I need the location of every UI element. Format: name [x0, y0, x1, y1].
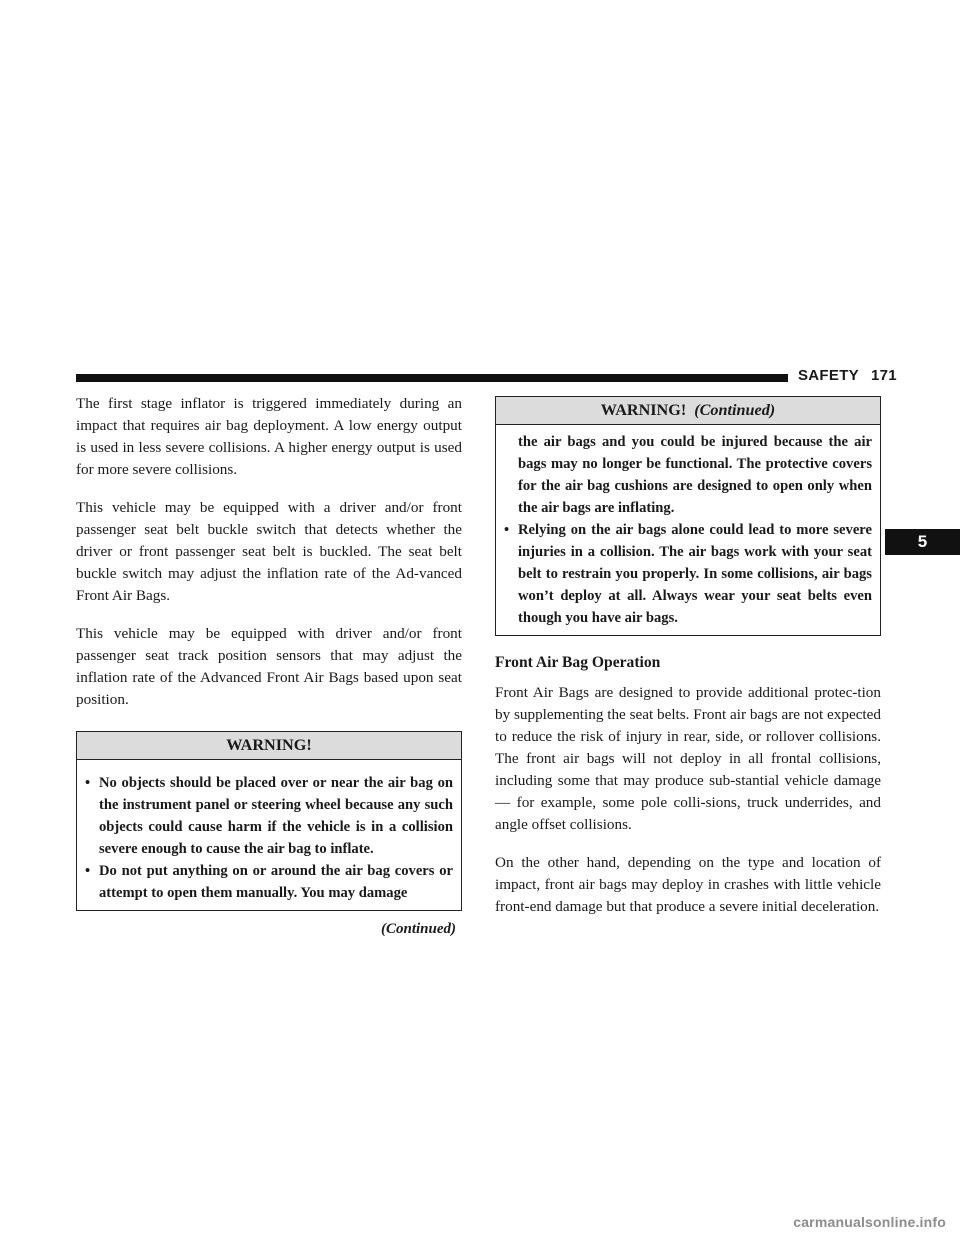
warning-body — [496, 425, 880, 635]
paragraph: On the other hand, depending on the type and location of impact, front air bags may deploy in crashes with little vehicle front-end damage but that produce a severe initial deceleration. — [495, 854, 881, 915]
warning-item — [85, 772, 453, 860]
warning-title — [496, 397, 880, 425]
warning-title-suffix: (Continued) — [694, 401, 776, 419]
left-column — [76, 393, 462, 938]
section-heading: Front Air Bag Operation — [495, 654, 661, 671]
page-header — [798, 367, 897, 384]
warning-item — [85, 860, 453, 904]
warning-item-text: Do not put anything on or around the air bag covers or attempt to open them manually. You may damage — [99, 863, 453, 901]
warning-box-continued — [495, 396, 881, 636]
warning-title: WARNING! — [77, 732, 461, 760]
bullet-icon: • — [85, 775, 91, 791]
warning-title-text: WARNING! — [600, 401, 687, 419]
watermark: carmanualsonline.info — [793, 1214, 946, 1230]
right-column — [495, 396, 881, 934]
chapter-tab: 5 — [885, 529, 960, 555]
warning-item — [504, 519, 872, 629]
header-rule — [76, 374, 788, 382]
warning-box — [76, 731, 462, 911]
page-number: 171 — [870, 367, 897, 384]
bullet-icon: • — [85, 863, 91, 879]
paragraph: Front Air Bags are designed to provide additional protec-tion by supplementing the seat belts. Front air bags are not expected to reduce the risk of injury in rear, side, or rollover collisions. The front air bags will not deploy in all frontal collisions, including some that may produce sub-stantial vehicle damage — for example, some pole colli-sions, truck underrides, and angle offset collisions. — [495, 684, 881, 833]
warning-continuation-text: the air bags and you could be injured because the air bags may no longer be functional. The protective covers for the air bag cushions are designed to open only when the air bags are inflating. — [518, 434, 872, 516]
warning-item-text: No objects should be placed over or near the air bag on the instrument panel or steering wheel because any such objects could cause harm if the vehicle is in a collision severe enough to cause the air bag to inflate. — [99, 775, 453, 857]
paragraph: The first stage inflator is triggered immediately during an impact that requires air bag deployment. A low energy output is used in less severe collisions. A higher energy output is used for more severe collisions. — [76, 395, 462, 478]
bullet-icon: • — [504, 522, 510, 538]
paragraph: This vehicle may be equipped with a driver and/or front passenger seat belt buckle switch that detects whether the driver or front passenger seat belt is buckled. The seat belt buckle switch may adjust the inflation rate of the Ad-vanced Front Air Bags. — [76, 499, 462, 604]
warning-body — [77, 760, 461, 910]
warning-item-text: Relying on the air bags alone could lead to more severe injuries in a collision. The air bags work with your seat belt to restrain you properly. In some collisions, air bags won’t deploy at all. Always wear your seat belts even though you have air bags. — [518, 522, 872, 626]
section-title: SAFETY — [798, 367, 859, 384]
continued-label: (Continued) — [380, 921, 456, 937]
paragraph: This vehicle may be equipped with driver and/or front passenger seat track position sensors that may adjust the inflation rate of the Advanced Front Air Bags based upon seat position. — [76, 625, 462, 708]
